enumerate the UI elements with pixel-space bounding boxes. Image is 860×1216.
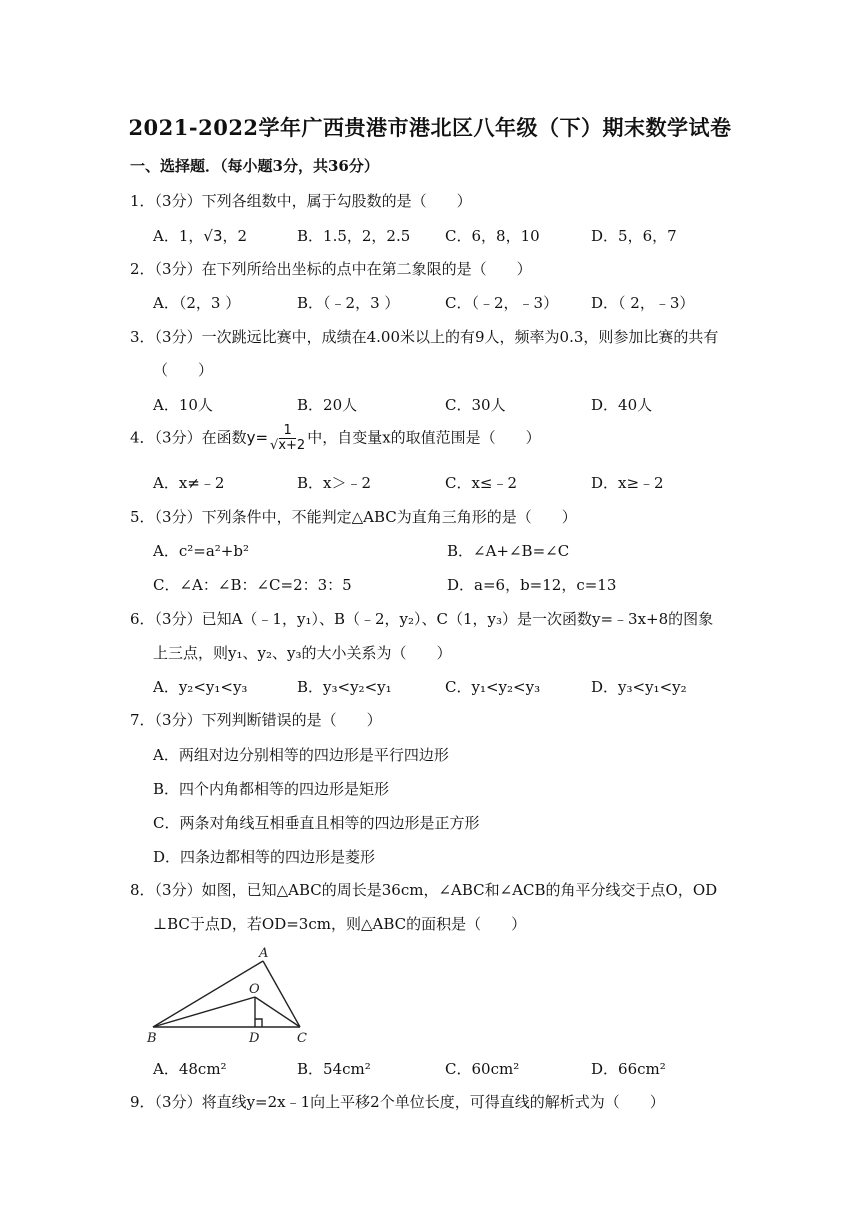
option-a-suffix: ，2 <box>222 227 248 245</box>
bisector-bo <box>153 997 255 1027</box>
question-6-option-a: A．y₂<y₁<y₃ <box>153 678 248 696</box>
question-2-option-b: B．（﹣2，3 ） <box>297 294 400 312</box>
side-ac <box>263 961 300 1027</box>
question-3-option-b: B．20人 <box>297 396 358 414</box>
question-3-stem: 3．（3分）一次跳远比赛中，成绩在4.00米以上的有9人，频率为0.3，则参加比赛的共有 <box>130 328 719 346</box>
function-fraction <box>270 424 305 453</box>
label-b: B <box>147 1031 157 1045</box>
question-8-option-b: B．54cm² <box>297 1060 371 1078</box>
question-7-option-d: D．四条边都相等的四边形是菱形 <box>153 848 376 866</box>
question-1-option-c: C．6，8，10 <box>445 227 540 245</box>
label-c: C <box>297 1031 307 1045</box>
question-3-option-d: D．40人 <box>591 396 653 414</box>
question-5-option-d: D．a=6，b=12，c=13 <box>447 576 617 594</box>
question-1-stem: 1．（3分）下列各组数中，属于勾股数的是（ ） <box>130 192 472 210</box>
question-4-option-b: B．x＞﹣2 <box>297 474 372 492</box>
question-1-option-d: D．5，6，7 <box>591 227 677 245</box>
label-d: D <box>249 1031 260 1045</box>
question-7-stem: 7．（3分）下列判断错误的是（ ） <box>130 711 382 729</box>
question-1-option-b: B．1.5，2，2.5 <box>297 227 411 245</box>
triangle-figure <box>145 945 325 1045</box>
question-6-option-c: C．y₁<y₂<y₃ <box>445 678 541 696</box>
question-4-stem <box>130 424 541 453</box>
fraction-numerator: 1 <box>279 424 295 439</box>
question-6-option-b: B．y₃<y₂<y₁ <box>297 678 392 696</box>
question-4-option-c: C．x≤﹣2 <box>445 474 518 492</box>
section-heading: 一、选择题．（每小题3分，共36分） <box>130 157 379 175</box>
question-8-option-d: D．66cm² <box>591 1060 666 1078</box>
exam-title: 2021-2022学年广西贵港市港北区八年级（下）期末数学试卷 <box>128 115 732 140</box>
question-8-option-c: C．60cm² <box>445 1060 520 1078</box>
question-2-stem: 2．（3分）在下列所给出坐标的点中在第二象限的是（ ） <box>130 260 532 278</box>
right-angle-mark <box>255 1019 262 1027</box>
question-6-stem: 6．（3分）已知A（﹣1，y₁）、B（﹣2，y₂）、C（1，y₃）是一次函数y=﹣3x+8的图象 <box>130 610 714 628</box>
sqrt-three: √3 <box>203 227 223 245</box>
question-4-stem-suffix: 中，自变量x的取值范围是（ ） <box>307 428 541 447</box>
question-9-stem: 9．（3分）将直线y=2x﹣1向上平移2个单位长度，可得直线的解析式为（ ） <box>130 1093 665 1111</box>
question-2-option-c: C．（﹣2，﹣3） <box>445 294 559 312</box>
question-7-option-c: C．两条对角线互相垂直且相等的四边形是正方形 <box>153 814 480 832</box>
question-7-option-a: A．两组对边分别相等的四边形是平行四边形 <box>153 746 449 764</box>
question-5-option-c: C．∠A：∠B：∠C=2：3：5 <box>153 576 352 594</box>
question-8-stem: 8．（3分）如图，已知△ABC的周长是36cm，∠ABC和∠ACB的角平分线交于点O，OD <box>130 881 718 899</box>
function-lhs: y= <box>246 428 269 447</box>
question-4-option-d: D．x≥﹣2 <box>591 474 664 492</box>
question-5-stem: 5．（3分）下列条件中，不能判定△ABC为直角三角形的是（ ） <box>130 508 577 526</box>
label-o: O <box>249 982 260 997</box>
question-8-stem-continued: ⊥BC于点D，若OD=3cm，则△ABC的面积是（ ） <box>153 915 527 933</box>
question-8-option-a: A．48cm² <box>153 1060 227 1078</box>
option-a-prefix: A．1， <box>153 227 204 245</box>
side-ab <box>153 961 263 1027</box>
question-2-option-d: D．（ 2，﹣3） <box>591 294 695 312</box>
question-4-option-a: A．x≠﹣2 <box>153 474 225 492</box>
question-3-option-c: C．30人 <box>445 396 506 414</box>
question-2-option-a: A．（2，3 ） <box>153 294 241 312</box>
question-1-option-a <box>153 225 247 246</box>
question-3-stem-continued: （ ） <box>153 361 214 379</box>
question-3-option-a: A．10人 <box>153 396 213 414</box>
question-4-stem-prefix: 4．（3分）在函数 <box>130 428 247 447</box>
question-5-option-b: B．∠A+∠B=∠C <box>447 542 570 560</box>
question-5-option-a: A．c²=a²+b² <box>153 542 249 560</box>
label-a: A <box>259 946 269 961</box>
question-7-option-b: B．四个内角都相等的四边形是矩形 <box>153 780 390 798</box>
question-6-stem-continued: 上三点，则y₁、y₂、y₃的大小关系为（ ） <box>153 644 452 662</box>
fraction-denominator: √x+2 <box>270 438 306 453</box>
question-6-option-d: D．y₃<y₁<y₂ <box>591 678 687 696</box>
